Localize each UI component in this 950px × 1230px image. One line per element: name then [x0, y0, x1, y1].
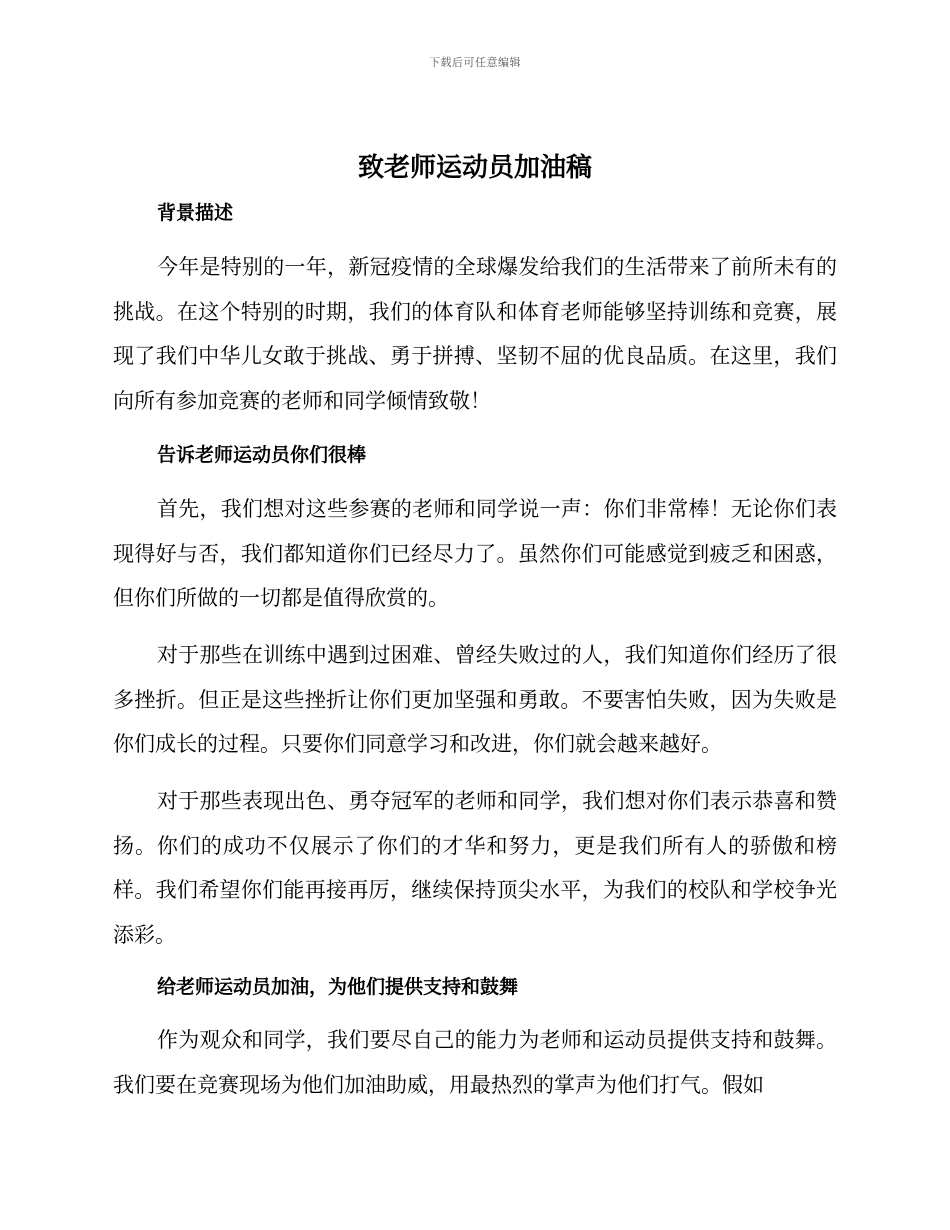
paragraph-praise-1: 首先，我们想对这些参赛的老师和同学说一声：你们非常棒！无论你们表现得好与否，我们都知道你们已经尽力了。虽然你们可能感觉到疲乏和困惑，但你们所做的一切都是值得欣赏的。: [113, 497, 837, 610]
page-title: 致老师运动员加油稿: [357, 153, 592, 183]
section-heading-background: 背景描述: [157, 202, 234, 224]
section-heading-support: 给老师运动员加油，为他们提供支持和鼓舞: [157, 976, 519, 998]
paragraph-praise-3: 对于那些表现出色、勇夺冠军的老师和同学，我们想对你们表示恭喜和赞扬。你们的成功不仅展示了你们的才华和努力，更是我们所有人的骄傲和榜样。我们希望你们能再接再厉，继续保持顶尖水平，为我们的校队和学校争光添彩。: [113, 789, 837, 947]
section-heading-praise: 告诉老师运动员你们很棒: [157, 444, 367, 466]
header-note: 下载后可任意编辑: [429, 56, 521, 69]
paragraph-praise-2: 对于那些在训练中遇到过困难、曾经失败过的人，我们知道你们经历了很多挫折。但正是这些挫折让你们更加坚强和勇敢。不要害怕失败，因为失败是你们成长的过程。只要你们同意学习和改进，你们就会越来越好。: [113, 643, 837, 756]
paragraph-background: 今年是特别的一年，新冠疫情的全球爆发给我们的生活带来了前所未有的挑战。在这个特别的时期，我们的体育队和体育老师能够坚持训练和竞赛，展现了我们中华儿女敢于挑战、勇于拼搏、坚韧不屈的优良品质。在这里，我们向所有参加竞赛的老师和同学倾情致敬！: [113, 255, 837, 413]
paragraph-support-1: 作为观众和同学，我们要尽自己的能力为老师和运动员提供支持和鼓舞。我们要在竞赛现场为他们加油助威，用最热烈的掌声为他们打气。假如: [113, 1028, 837, 1097]
